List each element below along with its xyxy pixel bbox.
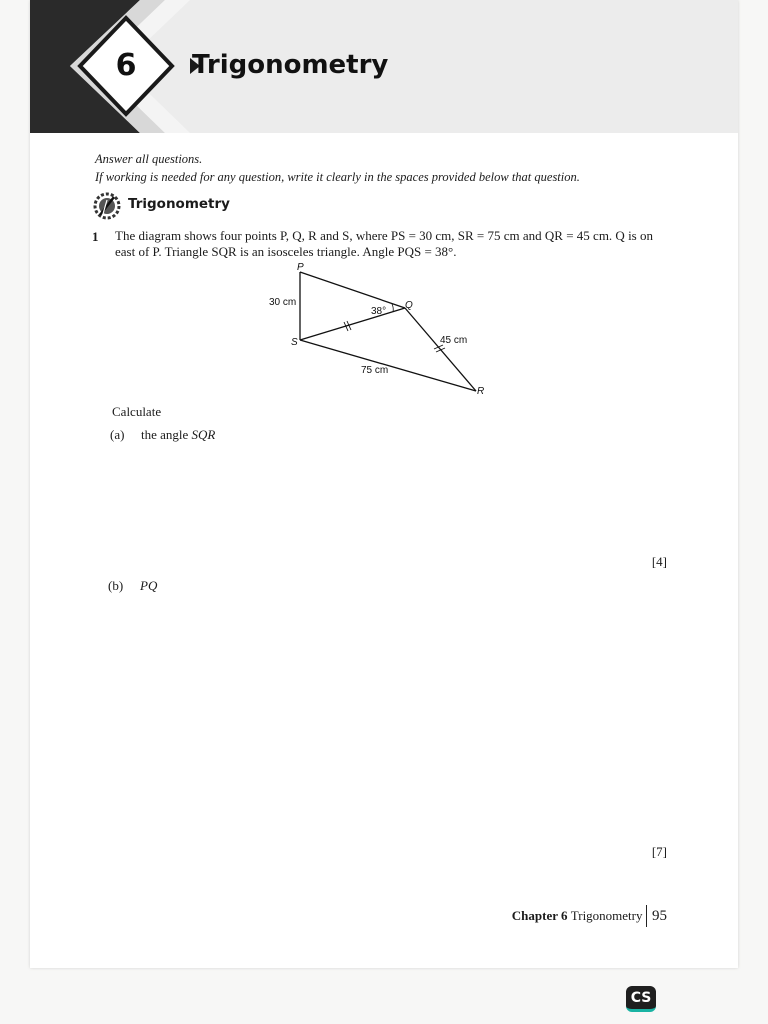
- part-b-label: (b): [108, 578, 124, 593]
- footer-chapter: Chapter 6: [511, 908, 568, 923]
- part-a-label: (a): [110, 427, 125, 442]
- compass-gear-icon: [93, 192, 121, 220]
- label-point-p: P: [297, 262, 304, 273]
- part-a-text-italic: SQR: [191, 427, 216, 442]
- label-angle-pqs: 38°: [371, 306, 387, 317]
- footer-divider: [646, 905, 648, 927]
- footer-chapter-title: Trigonometry: [570, 908, 643, 923]
- label-point-r: R: [477, 386, 485, 397]
- question-number: 1: [92, 229, 99, 244]
- part-a-text: the angle SQR: [141, 427, 216, 442]
- part-b-marks: [7]: [651, 844, 667, 859]
- calculate-label: Calculate: [112, 404, 162, 419]
- part-a-marks: [4]: [651, 554, 667, 569]
- angle-arc-q: [392, 304, 393, 312]
- question-text: The diagram shows four points P, Q, R and S, where PS = 30 cm, SR = 75 cm and QR = 45 cm. Q is on east of P. Triangle SQR is an isosceles triangle. Angle PQS = 38°.: [115, 228, 653, 259]
- line-qr: [405, 308, 476, 391]
- worksheet-page: [30, 0, 738, 968]
- page-number: 95: [652, 907, 667, 924]
- section-title: Trigonometry: [128, 196, 230, 212]
- line-sq: [300, 308, 405, 340]
- part-b-text: PQ: [140, 578, 158, 593]
- label-point-s: S: [291, 337, 298, 348]
- label-qr-length: 45 cm: [440, 335, 468, 346]
- label-ps-length: 30 cm: [269, 297, 297, 308]
- label-sr-length: 75 cm: [361, 365, 389, 376]
- label-point-q: Q: [405, 300, 413, 311]
- page-footer: [512, 905, 667, 927]
- instruction-line-1: Answer all questions.: [95, 152, 203, 166]
- triangle-diagram: [255, 258, 495, 403]
- line-pq: [300, 272, 405, 308]
- chapter-title: Trigonometry: [192, 50, 389, 80]
- cs-logo-icon: CS: [626, 986, 656, 1012]
- chapter-number: 6: [115, 48, 137, 83]
- instruction-line-2: If working is needed for any question, write it clearly in the spaces provided below that question.: [95, 170, 580, 184]
